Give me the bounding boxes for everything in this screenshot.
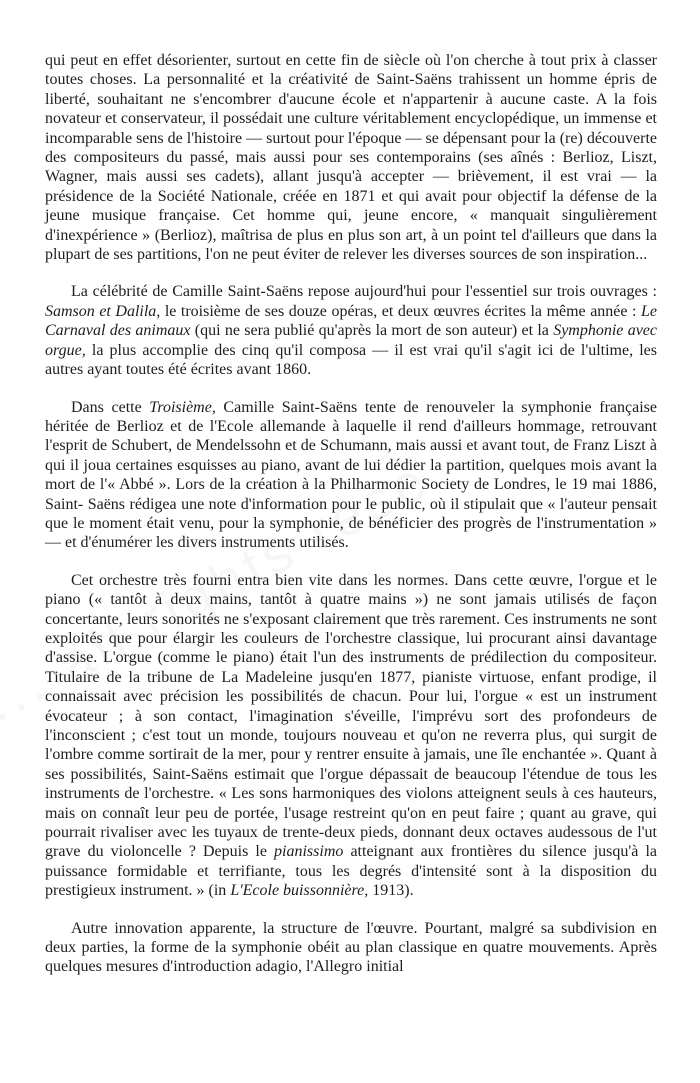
- text-run: atteignant aux frontières du silence jusqu'à la puissance formidable et terrifiante, tous les degrés d'intensité sont à la disposition du prestigieux instrument. » (in: [45, 843, 657, 900]
- paragraph: [45, 51, 657, 264]
- text-run: le troisième de ses douze opéras, et deux œuvres écrites la même année :: [160, 302, 642, 320]
- text-run: 1913).: [368, 882, 414, 900]
- text-run: qui peut en effet désorienter, surtout en cette fin de siècle où l'on cherche à tout prix à classer toutes choses. La personnalité et la créativité de Saint-Saëns trahissent un homme épris de liberté, souhaitant ne s'encombrer d'aucune école et n'appartenir à aucune caste. A la fois novateur et conservateur, il possédait une culture véritablement encyclopédique, un immense et incomparable sens de l'histoire — surtout pour l'époque — se dépensant pour la (re) découverte des compositeurs du passé, mais aussi pour ses contemporains (ses aînés : Berlioz, Liszt, Wagner, mais aussi ses cadets), allant jusqu'à accepter — brièvement, il est vrai — la présidence de la Société Nationale, créée en 1871 et qui avait pour objectif la défense de la jeune musique française. Cet homme qui, jeune encore, « manquait singulièrement d'inexpérience » (Berlioz), maîtrisa de plus en plus son art, à un point tel d'ailleurs que dans la plupart de ses partitions, l'on ne peut éviter de relever les diverses sources de son inspiration...: [45, 52, 657, 264]
- italic-title: Samson et Dalila,: [45, 302, 161, 320]
- italic-title: Troisième,: [149, 398, 216, 416]
- text-run: Autre innovation apparente, la structure de l'œuvre. Pourtant, malgré sa subdivision en deux parties, la forme de la symphonie obéit au plan classique en quatre mouvements. Après quelques mesures d'introduction adagio, l'Allegro initial: [45, 919, 657, 976]
- italic-title: Symphonie avec orgue,: [45, 322, 657, 359]
- italic-title: L'Ecole buissonnière,: [230, 882, 369, 900]
- italic-title: Le Carnaval des animaux: [45, 302, 658, 340]
- text-run: (qui ne sera publié qu'après la mort de son auteur) et la: [190, 322, 554, 340]
- paragraph: [45, 282, 657, 379]
- paragraph: [45, 919, 657, 977]
- text-run: Dans cette: [71, 398, 150, 416]
- text-run: la plus accomplie des cinq qu'il composa — il est vrai qu'il s'agit ici de l'ultime, les autres ayant toutes été écrites avant 1860.: [45, 341, 657, 379]
- paragraph: [45, 571, 657, 901]
- document-page: [45, 51, 657, 977]
- text-run: Camille Saint-Saëns tente de renouveler la symphonie française héritée de Berlioz et de l'Ecole allemande à laquelle il rend d'ailleurs hommage, retrouvant l'esprit de Schubert, de Mendelssohn et de Schumann, mais aussi et avant tout, de Franz Liszt à qui il joua certaines esquisses au piano, avant de lui dédier la partition, quelques mois avant la mort de l'« Abbé ». Lors de la création à la Philharmonic Society de Londres, le 19 mai 1886, Saint- Saëns rédigea une note d'information pour le public, où il stipulait que « l'auteur pensait que le moment était venu, pour la symphonie, de bénéficier des progrès de l'instrumentation » — et d'énumérer les divers instruments utilisés.: [45, 398, 657, 552]
- text-run: La célébrité de Camille Saint-Saëns repose aujourd'hui pour l'essentiel sur trois ouvrages :: [71, 283, 657, 301]
- italic-title: pianissimo: [274, 843, 344, 861]
- paragraph: [45, 398, 657, 553]
- text-run: Cet orchestre très fourni entra bien vite dans les normes. Dans cette œuvre, l'orgue et le piano (« tantôt à deux mains, tantôt à quatre mains ») ne sont jamais utilisés de façon concertante, leurs sonorités ne s'exposant clairement que très rarement. Ces instruments ne sont exploités que pour élargir les couleurs de l'orchestre classique, lui procurant ainsi davantage d'assise. L'orgue (comme le piano) était l'un des instruments de prédilection du compositeur. Titulaire de la tribune de La Madeleine jusqu'en 1877, pianiste virtuose, enfant prodige, il connaissait avec précision les possibilités de chacun. Pour lui, l'orgue « est un instrument évocateur ; à son contact, l'imagination s'éveille, l'imprévu sort des profondeurs de l'inconscient ; c'est tout un monde, toujours nouveau et qu'on ne reverra plus, qui surgit de l'ombre comme sortirait de la mer, pour y rentrer ensuite à jamais, une île enchantée ». Quant à ses possibilités, Saint-Saëns estimait que l'orgue dépassait de beaucoup l'étendue de tous les instruments de l'orchestre. « Les sons harmoniques des violons atteignent seuls à ces hauteurs, mais on connaît leur peu de portée, l'usage restreint qu'on en peut faire ; quant au grave, qui pourrait rivaliser avec les tuyaux de trente-deux pieds, donnant deux octaves audessous de l'ut grave du violoncelle ? Depuis le: [45, 571, 657, 861]
